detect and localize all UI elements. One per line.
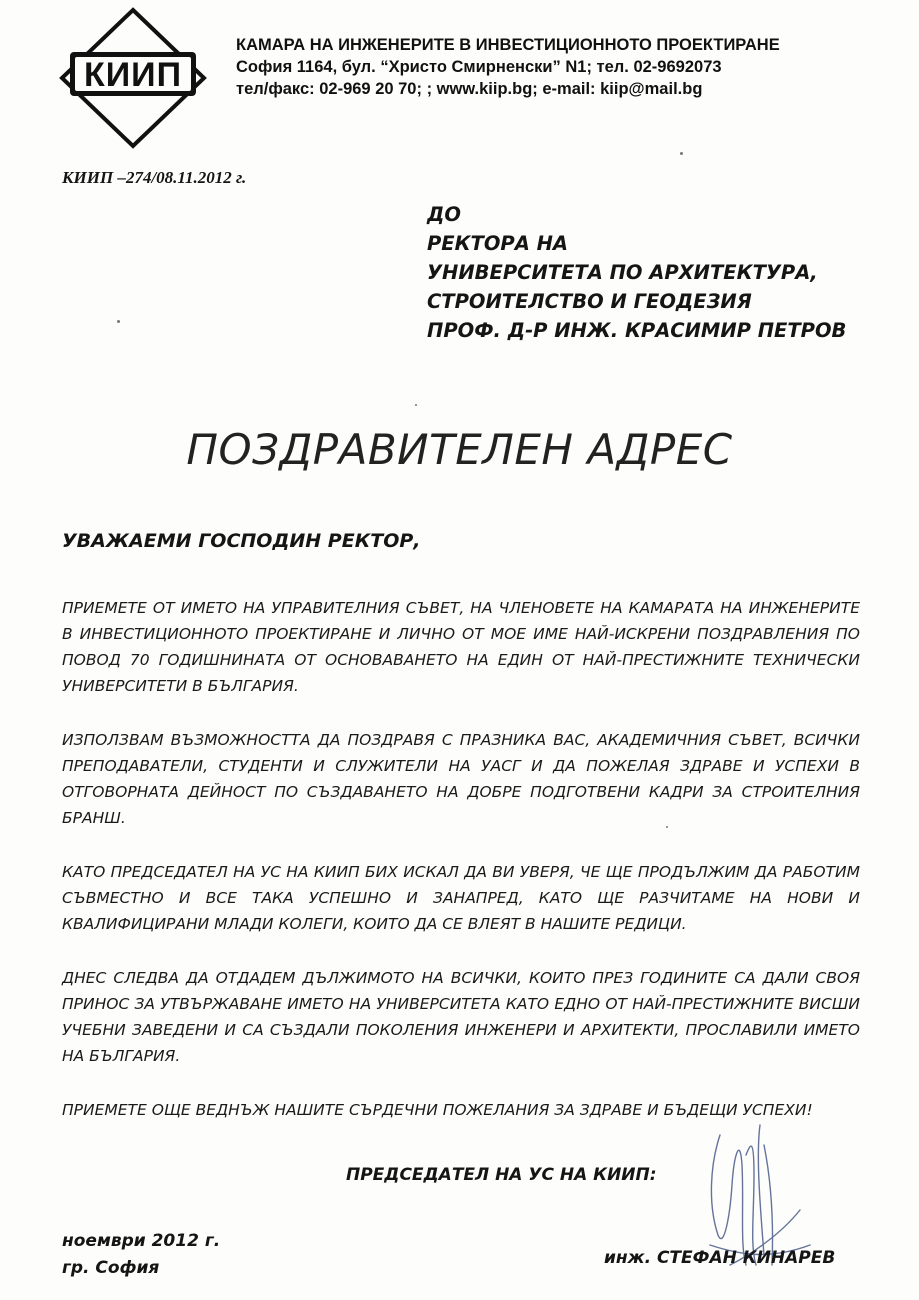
recipient-line: РЕКТОРА НА — [427, 232, 569, 255]
recipient-block — [427, 200, 846, 345]
scan-speck — [415, 404, 417, 406]
org-name: КАМАРА НА ИНЖЕНЕРИТЕ В ИНВЕСТИЦИОННОТО ПРОЕКТИРАНЕ — [236, 36, 780, 54]
signer-name: инж. СТЕФАН КИНАРЕВ — [604, 1248, 836, 1268]
body-paragraph: ПРИЕМЕТЕ ОТ ИМЕТО НА УПРАВИТЕЛНИЯ СЪВЕТ, НА ЧЛЕНОВЕТЕ НА КАМАРАТА НА ИНЖЕНЕРИТЕ В ИНВЕСТИЦИОННОТО ПРОЕКТИРАНЕ И ЛИЧНО ОТ МОЕ ИМЕ НАЙ-ИСКРЕНИ ПОЗДРАВЛЕНИЯ ПО ПОВОД 70 ГОДИШНИНАТА ОТ ОСНОВАВАНЕТО НА ЕДИН ОТ НАЙ-ПРЕСТИЖНИТЕ ТЕХНИЧЕСКИ УНИВЕРСИТЕТИ В БЪЛГАРИЯ. — [62, 599, 860, 695]
closing-paragraph: ПРИЕМЕТЕ ОЩЕ ВЕДНЪЖ НАШИТЕ СЪРДЕЧНИ ПОЖЕЛАНИЯ ЗА ЗДРАВЕ И БЪДЕЩИ УСПЕХИ! — [62, 1101, 813, 1119]
body-paragraph: ДНЕС СЛЕДВА ДА ОТДАДЕМ ДЪЛЖИМОТО НА ВСИЧКИ, КОИТО ПРЕЗ ГОДИНИТЕ СА ДАЛИ СВОЯ ПРИНОС ЗА УТВЪРЖАВАНЕ ИМЕТО НА УНИВЕРСИТЕТА КАТО ЕДНО ОТ НАЙ-ПРЕСТИЖНИТЕ ВИСШИ УЧЕБНИ ЗАВЕДЕНИ И СА СЪЗДАЛИ ПОКОЛЕНИЯ ИНЖЕНЕРИ И АРХИТЕКТИ, ПРОСЛАВИЛИ ИМЕТО НА БЪЛГАРИЯ. — [62, 969, 860, 1065]
scan-speck — [680, 152, 683, 155]
logo-text: КИИП — [83, 56, 183, 94]
recipient-line: УНИВЕРСИТЕТА ПО АРХИТЕКТУРА, — [427, 261, 818, 284]
org-contacts: тел/факс: 02-969 20 70; ; www.kiip.bg; e-mail: kiip@mail.bg — [236, 80, 703, 98]
letter-date: ноември 2012 г. — [62, 1231, 221, 1251]
reference-number: КИИП –274/08.11.2012 г. — [62, 168, 247, 187]
body-paragraph: ИЗПОЛЗВАМ ВЪЗМОЖНОСТТА ДА ПОЗДРАВЯ С ПРАЗНИКА ВАС, АКАДЕМИЧНИЯ СЪВЕТ, ВСИЧКИ ПРЕПОДАВАТЕЛИ, СТУДЕНТИ И СЛУЖИТЕЛИ НА УАСГ И ДА ПОЖЕЛАЯ ЗДРАВЕ И УСПЕХИ В ОТГОВОРНАТА ДЕЙНОСТ ПО СЪЗДАВАНЕТО НА ДОБРЕ ПОДГОТВЕНИ КАДРИ ЗА СТРОИТЕЛНИЯ БРАНШ. — [62, 731, 860, 827]
org-address: София 1164, бул. “Христо Смирненски” N1; тел. 02-9692073 — [236, 58, 722, 76]
salutation: УВАЖАЕМИ ГОСПОДИН РЕКТОР, — [62, 530, 421, 552]
recipient-line: СТРОИТЕЛСТВО И ГЕОДЕЗИЯ — [427, 290, 752, 313]
date-place — [62, 1228, 220, 1282]
scan-speck — [117, 320, 120, 323]
recipient-line: ПРОФ. Д-Р ИНЖ. КРАСИМИР ПЕТРОВ — [427, 319, 847, 342]
signatory-position: ПРЕДСЕДАТЕЛ НА УС НА КИИП: — [346, 1165, 657, 1185]
recipient-line: ДО — [427, 203, 461, 226]
letter-body — [62, 595, 860, 1151]
letter-place: гр. София — [62, 1258, 160, 1278]
body-paragraph: КАТО ПРЕДСЕДАТЕЛ НА УС НА КИИП БИХ ИСКАЛ ДА ВИ УВЕРЯ, ЧЕ ЩЕ ПРОДЪЛЖИМ ДА РАБОТИМ СЪВМЕСТНО И ВСЕ ТАКА УСПЕШНО И ЗАНАПРЕД, КАТО ЩЕ РАЗЧИТАМЕ НА НОВИ И КВАЛИФИЦИРАНИ МЛАДИ КОЛЕГИ, КОИТО ДА СЕ ВЛЕЯТ В НАШИТЕ РЕДИЦИ. — [62, 863, 860, 933]
kiip-logo — [58, 6, 208, 156]
scan-speck — [666, 826, 668, 828]
organization-header — [236, 34, 780, 100]
document-title: ПОЗДРАВИТЕЛЕН АДРЕС — [186, 425, 733, 474]
